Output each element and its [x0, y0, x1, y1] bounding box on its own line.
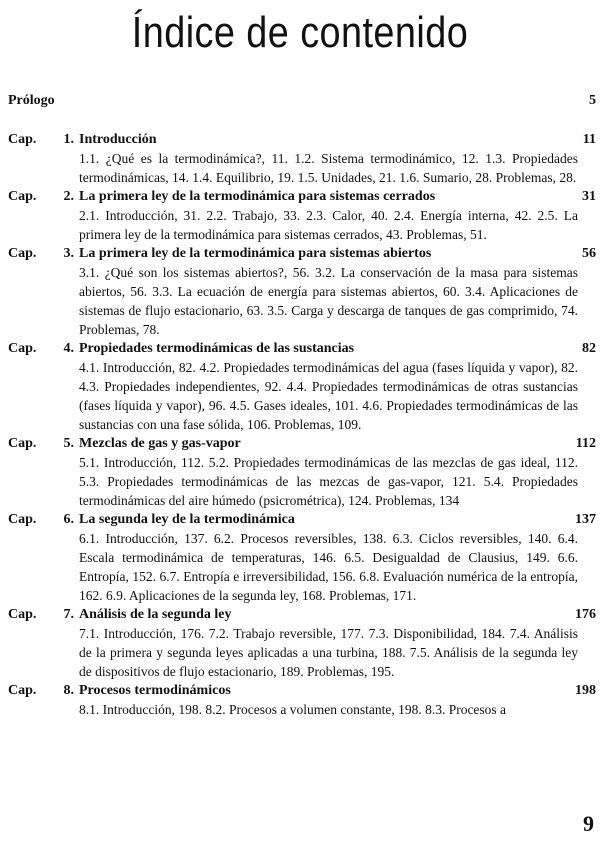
chapter-title: Propiedades termodinámicas de las sustancias [79, 341, 355, 356]
chapter-sections: 1.1. ¿Qué es la termodinámica?, 11. 1.2. Sistema termodinámico, 12. 1.3. Propiedades termodinámicas, 14. 1.4. Equilibrio, 19. 1.5. Unidades, 21. 1.6. Sumario, 28. Problemas, 28. [79, 151, 578, 185]
prologue-entry [8, 92, 596, 110]
chapter-heading [8, 187, 596, 206]
chapter-number: 2. [63, 189, 74, 204]
page-title: Índice de contenido [131, 8, 469, 57]
chapter-page: 176 [575, 607, 596, 622]
page-number: 9 [583, 811, 594, 836]
chapter-entry-6 [8, 510, 596, 605]
chapter-sections: 4.1. Introducción, 82. 4.2. Propiedades termodinámicas del agua (fases líquida y vapor), 82. 4.3. Propiedades independientes, 92. 4.4. Propiedades termodinámicas de otras sustancias (fases líquida y vapor), 96. 4.5. Gases ideales, 101. 4.6. Propiedades termodinámicas de las sustancias con una fase sólida, 106. Problemas, 109. [79, 360, 578, 432]
chapter-title: Mezclas de gas y gas-vapor [79, 436, 241, 451]
chapter-title: Procesos termodinámicos [79, 683, 231, 698]
chapter-title: La primera ley de la termodinámica para sistemas abiertos [79, 246, 432, 261]
chapter-label: Cap. [8, 436, 37, 451]
chapter-page: 11 [582, 132, 596, 147]
chapter-label: Cap. [8, 189, 37, 204]
chapter-sections: 5.1. Introducción, 112. 5.2. Propiedades termodinámicas de las mezclas de gas ideal, 112. 5.3. Propiedades termodinámicas de las mezcas de gas-vapor, 121. 5.4. Propiedades termodinámicas del aire húmedo (psicrométrica), 124. Problemas, 134 [79, 455, 578, 508]
chapter-number: 1. [63, 132, 74, 147]
chapter-entry-1 [8, 130, 596, 187]
chapter-heading [8, 605, 596, 624]
chapter-entry-3 [8, 244, 596, 339]
chapter-number: 6. [63, 512, 74, 527]
table-of-contents [8, 92, 596, 719]
chapter-entry-5 [8, 434, 596, 510]
chapter-entry-4 [8, 339, 596, 434]
chapter-sections: 2.1. Introducción, 31. 2.2. Trabajo, 33. 2.3. Calor, 40. 2.4. Energía interna, 42. 2.5. La primera ley de la termodinámica para sistemas cerrados, 43. Problemas, 51. [79, 208, 578, 242]
chapter-label: Cap. [8, 607, 37, 622]
chapter-title: Análisis de la segunda ley [79, 607, 232, 622]
chapter-number: 3. [63, 246, 74, 261]
chapter-entry-8 [8, 681, 596, 719]
chapter-page: 31 [582, 189, 596, 204]
chapter-heading [8, 510, 596, 529]
chapter-heading [8, 339, 596, 358]
chapter-number: 8. [63, 683, 74, 698]
chapter-page: 198 [575, 683, 596, 698]
chapter-sections: 8.1. Introducción, 198. 8.2. Procesos a volumen constante, 198. 8.3. Procesos a [79, 702, 507, 717]
prologue-label: Prólogo [8, 93, 55, 108]
chapter-heading [8, 244, 596, 263]
chapter-page: 137 [575, 512, 596, 527]
chapter-entry-7 [8, 605, 596, 681]
chapter-title: La segunda ley de la termodinámica [79, 512, 295, 527]
chapter-number: 7. [63, 607, 74, 622]
chapter-page: 82 [582, 341, 596, 356]
chapter-entry-2 [8, 187, 596, 244]
chapter-label: Cap. [8, 246, 37, 261]
chapter-heading [8, 130, 596, 149]
chapter-label: Cap. [8, 512, 37, 527]
chapter-number: 4. [63, 341, 74, 356]
chapter-sections: 3.1. ¿Qué son los sistemas abiertos?, 56. 3.2. La conservación de la masa para sistemas abiertos, 56. 3.3. La ecuación de energía para sistemas abiertos, 60. 3.4. Aplicaciones de sistemas de flujo estacionario, 63. 3.5. Carga y descarga de tanques de gas comprimido, 74. Problemas, 78. [79, 265, 578, 337]
chapter-number: 5. [63, 436, 74, 451]
chapter-label: Cap. [8, 341, 37, 356]
chapter-page: 112 [575, 436, 596, 451]
chapter-title: Introducción [79, 132, 157, 147]
chapter-heading [8, 681, 596, 700]
chapter-sections: 7.1. Introducción, 176. 7.2. Trabajo reversible, 177. 7.3. Disponibilidad, 184. 7.4. Análisis de la primera y segunda leyes aplicadas a una turbina, 188. 7.5. Análisis de la segunda ley de dispositivos de flujo estacionario, 189. Problemas, 195. [79, 626, 578, 679]
prologue-page: 5 [589, 93, 596, 108]
chapter-title: La primera ley de la termodinámica para sistemas cerrados [79, 189, 436, 204]
chapter-heading [8, 434, 596, 453]
chapter-page: 56 [582, 246, 596, 261]
chapter-label: Cap. [8, 683, 37, 698]
chapter-sections: 6.1. Introducción, 137. 6.2. Procesos reversibles, 138. 6.3. Ciclos reversibles, 140. 6.4. Escala termodinámica de temperaturas, 146. 6.5. Desigualdad de Clausius, 149. 6.6. Entropía, 152. 6.7. Entropía e irreversibilidad, 156. 6.8. Evaluación numérica de la entropía, 162. 6.9. Aplicaciones de la segunda ley, 168. Problemas, 171. [79, 531, 578, 603]
chapter-label: Cap. [8, 132, 37, 147]
